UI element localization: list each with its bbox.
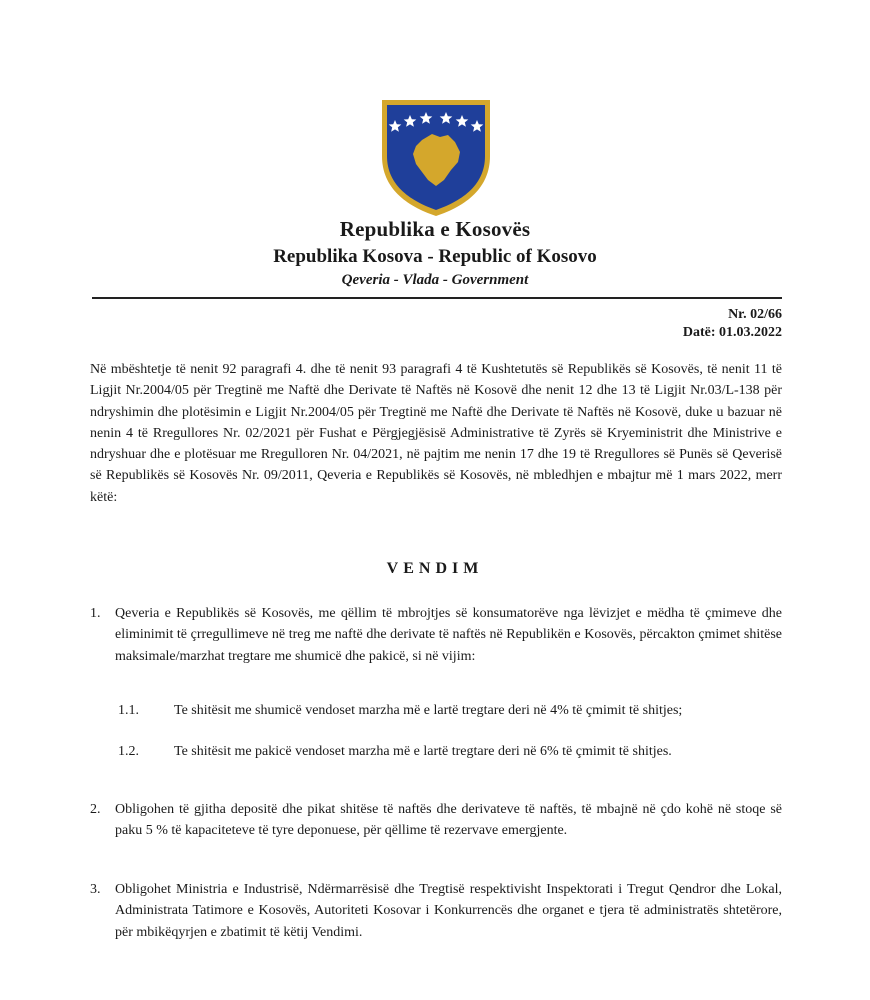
sub-item-number: 1.1. [118,703,139,718]
sub-item-1-1 [118,700,782,721]
list-item-number: 2. [90,802,101,817]
intro-paragraph: Në mbështetje të nenit 92 paragrafi 4. dhe të nenit 93 paragrafi 4 të Kushtetutës së Republikës së Kosovës, të nenit 11 të Ligjit Nr.2004/05 për Tregtinë me Naftë dhe Derivate të Naftës në Kosovë dhe nenit 12 dhe 13 të Ligjit Nr.03/L-138 për ndryshimin dhe plotësimin e Ligjit Nr.2004/05 për Tregtinë me Naftë dhe Derivate të Naftës në Kosovë, duke u bazuar në nenin 4 të Rregullores Nr. 02/2021 për Fushat e Përgjegjësisë Administrative të Zyrës së Kryeministrit dhe Ministrive e ndryshuar dhe e plotësuar me Rregulloren Nr. 04/2021, në pajtim me nenin 17 dhe 19 të Rregullores së Punës së Qeverisë së Republikës së Kosovës Nr. 09/2011, Qeveria e Republikës së Kosovës, në mbledhjen e mbajtur më 1 mars 2022, merr këtë: [90,362,782,505]
list-item-text: Obligohet Ministria e Industrisë, Ndërmarrësisë dhe Tregtisë respektivisht Inspektorati i Tregut Qendror dhe Lokal, Administrata Tatimore e Kosovës, Autoriteti Kosovar i Konkurrencës dhe organet e tjera të administratës shtetërore, për mbikëqyrjen e zbatimit të këtij Vendimi. [115,882,782,940]
list-item-number: 3. [90,882,101,897]
document-number: Nr. 02/66 [728,307,782,322]
kosovo-coat-of-arms-icon [378,96,494,218]
list-item-2 [90,799,782,842]
list-item-number: 1. [90,606,101,621]
list-item-text: Obligohen të gjitha depositë dhe pikat shitëse të naftës dhe derivateve të naftës, të mbajnë në çdo kohë në stoqe së paku 5 % të kapaciteteve të tyre deponuese, për qëllime të rezervave emergjente. [115,802,782,839]
sub-item-1-2 [118,741,782,762]
document-date: Datë: 01.03.2022 [682,325,782,340]
list-item-text: Qeveria e Republikës së Kosovës, me qëllim të mbrojtjes së konsumatorëve nga lëvizjet e mëdha të çmimeve dhe eliminimit të çrregullimeve në treg me naftë dhe derivate të naftës në Republikën e Kosovës, përcakton çmimet shitëse maksimale/marzhat tregtare me shumicë dhe pakicë, si në vijim: [115,606,782,664]
header-divider [92,297,782,299]
document-title: VENDIM [386,560,484,577]
sub-item-text: Te shitësit me pakicë vendoset marzha më e lartë tregtare deri në 6% të çmimit të shitjes. [174,744,672,759]
header-republic-name: Republika e Kosovës [339,217,531,241]
header-government: Qeveria - Vlada - Government [341,272,529,288]
list-item-3 [90,879,782,943]
header-republic-translations: Republika Kosova - Republic of Kosovo [273,246,597,267]
list-item-1 [90,603,782,667]
sub-item-text: Te shitësit me shumicë vendoset marzha më e lartë tregtare deri në 4% të çmimit të shitjes; [174,703,683,718]
sub-item-number: 1.2. [118,744,139,759]
